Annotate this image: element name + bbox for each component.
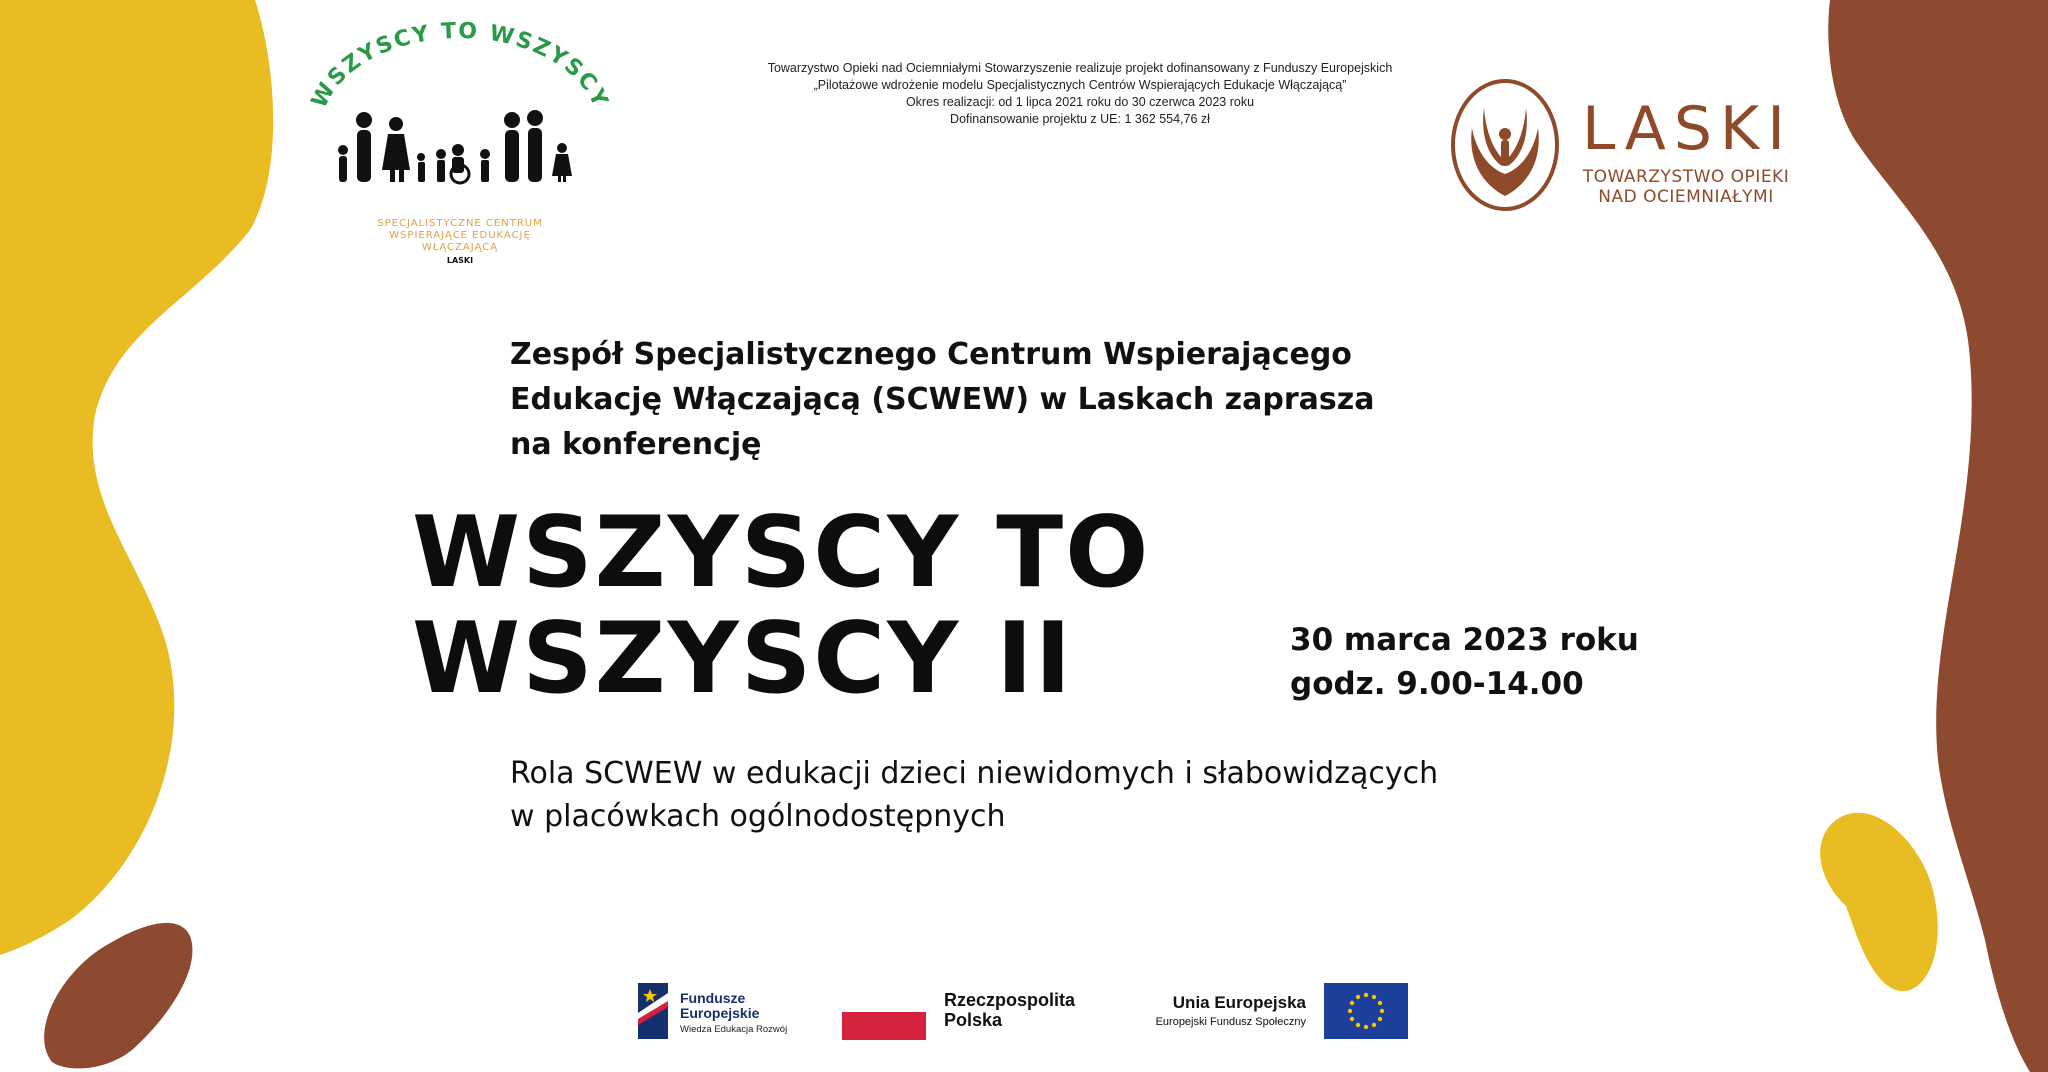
- rzeczpospolita-polska-logo: [842, 990, 1102, 1040]
- logo-caption-line-2: WSPIERAJĄCE EDUKACJĘ: [389, 230, 531, 241]
- yellow-blob-right: [1820, 813, 1938, 991]
- title-line-1: WSZYSCY TO: [412, 496, 1151, 610]
- yellow-blob-left: [0, 0, 273, 955]
- laski-subtitle-line-1: TOWARZYSTWO OPIEKI: [1582, 167, 1790, 187]
- family-silhouettes-icon: [338, 110, 572, 183]
- title-line-2: WSZYSCY II: [412, 602, 1074, 716]
- conference-title: [412, 496, 1151, 716]
- funding-note: [640, 60, 1520, 128]
- fundusze-europejskie-logo: [638, 983, 798, 1041]
- subtitle-line-2: w placówkach ogólnodostępnych: [510, 799, 1006, 834]
- laski-wordmark: LASKI: [1582, 94, 1793, 164]
- laski-subtitle-line-2: NAD OCIEMNIAŁYMI: [1598, 187, 1774, 207]
- eu-flag-icon: [1324, 983, 1408, 1039]
- event-datetime: [1290, 618, 1639, 706]
- event-date: 30 marca 2023 roku: [1290, 622, 1639, 658]
- subtitle-line-1: Rola SCWEW w edukacji dzieci niewidomych i słabowidzących: [510, 756, 1439, 791]
- intro-line-3: na konferencję: [510, 427, 762, 462]
- funding-line-2: „Pilotażowe wdrożenie modelu Specjalistycznych Centrów Wspierających Edukacje Włączającą”: [813, 78, 1347, 92]
- intro-line-2: Edukację Włączającą (SCWEW) w Laskach zaprasza: [510, 382, 1375, 417]
- brown-blob-bottom-left: [44, 923, 192, 1069]
- funding-line-1: Towarzystwo Opieki nad Ociemniałymi Stowarzyszenie realizuje projekt dofinansowany z Funduszy Europejskich: [767, 61, 1393, 75]
- intro-text: [510, 332, 1660, 467]
- polish-flag-icon: [842, 1010, 926, 1040]
- logo-arc-text: WSZYSCY TO WSZYSCY: [306, 20, 613, 113]
- rzeczpospolita-text: [944, 990, 1075, 1030]
- fundusze-text: [680, 991, 787, 1035]
- funding-line-4: Dofinansowanie projektu z UE: 1 362 554,76 zł: [950, 112, 1210, 126]
- funding-line-3: Okres realizacji: od 1 lipca 2021 roku do 30 czerwca 2023 roku: [905, 95, 1255, 109]
- scwew-logo: [300, 20, 620, 270]
- laski-subtitle: [1568, 167, 1804, 207]
- logo-small-laski: LASKI: [446, 256, 474, 265]
- hands-emblem-icon: [1450, 78, 1560, 213]
- unia-text: [1120, 993, 1306, 1028]
- fundusze-line-1: Fundusze: [680, 990, 746, 1006]
- laski-logo: [1450, 78, 1810, 213]
- unia-europejska-logo: [1120, 983, 1420, 1041]
- unia-line-1: Unia Europejska: [1172, 993, 1306, 1012]
- fundusze-line-2: Europejskie: [680, 1005, 760, 1021]
- conference-subtitle: [510, 752, 1438, 838]
- event-time: godz. 9.00-14.00: [1290, 666, 1584, 702]
- rzeczpospolita-line-2: Polska: [944, 1010, 1003, 1030]
- unia-line-2: Europejski Fundusz Społeczny: [1155, 1016, 1306, 1028]
- intro-line-1: Zespół Specjalistycznego Centrum Wspierającego: [510, 337, 1352, 372]
- fundusze-line-3: Wiedza Edukacja Rozwój: [680, 1024, 788, 1035]
- fundusze-europejskie-icon: [638, 983, 674, 1039]
- logo-caption-line-1: SPECJALISTYCZNE CENTRUM: [377, 218, 543, 229]
- rzeczpospolita-line-1: Rzeczpospolita: [944, 990, 1076, 1010]
- logo-caption-line-3: WŁĄCZAJĄCĄ: [421, 242, 499, 253]
- scwew-logo-graphic: [300, 20, 620, 230]
